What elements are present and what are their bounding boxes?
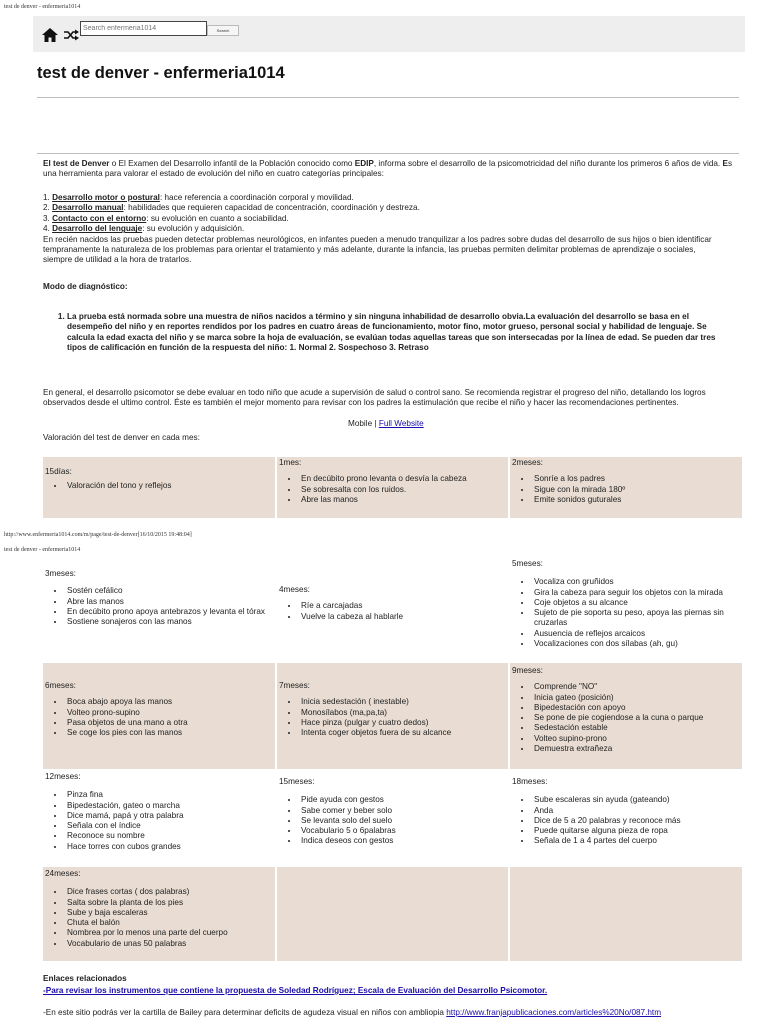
milestone-item: • Demuestra extrañeza (532, 744, 742, 754)
month-title: 15días: (45, 467, 72, 476)
category-desc: : hace referencia a coordinación corporal y movilidad. (159, 193, 354, 202)
shuffle-icon[interactable] (64, 29, 79, 41)
milestone-item: • Vuelve la cabeza al hablarle (299, 612, 508, 622)
link-separator: | (372, 419, 379, 428)
category-term[interactable]: Desarrollo del lenguaje (52, 224, 143, 234)
milestone-item: • Sigue con la mirada 180º (532, 485, 742, 495)
full-website-link[interactable]: Full Website (378, 419, 424, 428)
month-title: 1mes: (279, 458, 302, 467)
diag-item: 1. La prueba está normada sobre una muestra de niños nacidos a término y sin ninguna inhabilidad de desarrollo obvia.La evaluación del desarrollo se basa en el desempeño del niño y en reportes rendidos por los padres en cuatro áreas de funcionamiento, motor fino, motor grueso, personal social y habilidad de lenguaje. Se calcula la edad exacta del niño y se marca sobre la hoja de evaluación, se evalúan todas aquellas tareas que son intersecadas por la línea de edad. Se pueden dar tres tipos de calificación en función de la respuesta del niño: 1. Normal 2. Sospechoso 3. Retraso (67, 312, 735, 354)
category-item (43, 214, 733, 224)
milestone-item: • Sostén cefálico (65, 586, 275, 596)
milestone-item: • Sonríe a los padres (532, 474, 742, 484)
month-title: 5meses: (512, 559, 543, 568)
milestone-item: • Sube y baja escaleras (65, 908, 275, 918)
month-cell-15dias (43, 457, 275, 518)
milestone-item: • Señala con el índice (65, 821, 275, 831)
month-title: 9meses: (512, 666, 543, 675)
milestone-item: • Dice mamá, papá y otra palabra (65, 811, 275, 821)
month-cell-3meses (43, 568, 275, 660)
milestone-item: • Hace torres con cubos grandes (65, 842, 275, 852)
milestone-item: • Comprende "NO" (532, 682, 742, 692)
month-title: 7meses: (279, 681, 310, 690)
milestone-item: • Salta sobre la planta de los pies (65, 898, 275, 908)
milestone-item: • Sedestación estable (532, 723, 742, 733)
title-divider (37, 97, 739, 98)
month-cell-6meses (43, 663, 275, 769)
milestone-item: • En decúbito prono levanta o desvía la cabeza (299, 474, 508, 484)
valoracion-heading: Valoración del test de denver en cada mes: (43, 433, 200, 442)
related-heading: Enlaces relacionados (43, 974, 127, 983)
intro-paragraph-2: En recién nacidos las pruebas pueden detectar problemas neurológicos, en infantes pueden a menudo tranquilizar a los padres sobre dudas del desarrollo de sus hijos o bien identificar tempranamente la naturaleza de los problemas para orientar el tratamiento y más adelante, durante la infancia, las pruebas permiten delimitar problemas de aprendizaje o sociales, siempre de utilidad a la hora de tratarlos. (43, 234, 712, 265)
milestone-item: • Sujeto de pie soporta su peso, apoya las piernas sin cruzarlas (532, 608, 742, 629)
milestone-item: • Vocabulario de unas 50 palabras (65, 939, 275, 949)
intro-text: E (722, 159, 728, 168)
month-title: 3meses: (45, 569, 76, 578)
top-navigation-bar (33, 16, 745, 52)
category-term[interactable]: Contacto con el entorno (52, 213, 147, 223)
milestone-item: • Pinza fina (65, 790, 275, 800)
milestone-item: • Se levanta solo del suelo (299, 816, 508, 826)
category-desc: : su evolución en cuanto a sociabilidad. (146, 213, 289, 223)
milestone-item: • En decúbito prono apoya antebrazos y levanta el tórax (65, 607, 275, 617)
milestone-item: • Pasa objetos de una mano a otra (65, 718, 275, 728)
categories-list (43, 193, 733, 266)
item-number: 2. (43, 203, 53, 213)
milestone-item: • Se coge los pies con las manos (65, 728, 275, 738)
category-item (43, 193, 733, 203)
mobile-links (348, 419, 424, 429)
milestone-item: • Anda (532, 806, 742, 816)
milestone-item: • Valoración del tono y reflejos (65, 481, 275, 491)
intro-paragraph (43, 159, 733, 180)
content-divider (37, 153, 739, 154)
month-title: 18meses: (512, 777, 548, 786)
milestone-item: • Indica deseos con gestos (299, 836, 508, 846)
milestone-item: • Hace pinza (pulgar y cuatro dedos) (299, 718, 508, 728)
month-title: 4meses: (279, 585, 310, 594)
franjapublicaciones-link[interactable]: http://www.franjapublicaciones.com/articles%20No/087.htm (446, 1008, 662, 1017)
milestone-item: • Bipedestación con apoyo (532, 703, 742, 713)
milestone-item: • Puede quitarse alguna pieza de ropa (532, 826, 742, 836)
category-item (43, 224, 733, 234)
month-cell-15meses (277, 776, 508, 861)
milestone-item: • Boca abajo apoya las manos (65, 697, 275, 707)
month-cell-18meses (510, 776, 742, 861)
milestone-item: • Inicia gateo (posición) (532, 693, 742, 703)
month-cell-5meses (510, 559, 742, 660)
month-cell-24meses (43, 867, 275, 961)
milestone-item: • Coje objetos a su alcance (532, 598, 742, 608)
month-title: 12meses: (45, 772, 81, 781)
milestone-item: • Reconoce su nombre (65, 831, 275, 841)
milestone-item: • Nombrea por lo menos una parte del cuerpo (65, 928, 275, 938)
empty-cell (277, 867, 508, 961)
term-edip: EDIP (354, 159, 374, 168)
milestone-item: • Ríe a carcajadas (299, 601, 508, 611)
milestone-item: • Vocabulario 5 o 6palabras (299, 826, 508, 836)
month-cell-4meses (277, 584, 508, 644)
milestone-item: • Sostiene sonajeros con las manos (65, 617, 275, 627)
milestone-item: • Vocalizaciones con dos sílabas (ah, gu) (532, 639, 742, 649)
milestone-item: • Se pone de pie cogiendose a la cuna o parque (532, 713, 742, 723)
milestone-item: • Volteo prono-supino (65, 708, 275, 718)
milestone-item: • Pide ayuda con gestos (299, 795, 508, 805)
item-number: 1. (43, 193, 53, 202)
month-cell-12meses (43, 771, 275, 863)
item-number: 3. (43, 213, 53, 223)
mobile-label: Mobile (348, 419, 373, 428)
month-title: 2meses: (512, 458, 543, 467)
term-denver: El test de Denver (43, 159, 110, 168)
month-cell-1mes (277, 457, 508, 518)
milestone-item: • Ausuencia de reflejos arcaicos (532, 629, 742, 639)
category-term[interactable]: Desarrollo manual (52, 203, 124, 213)
milestone-item: • Volteo supino-prono (532, 734, 742, 744)
milestone-item: • Sabe comer y beber solo (299, 806, 508, 816)
empty-cell (510, 867, 742, 961)
related-paragraph-bailey (43, 1008, 743, 1018)
milestone-item: • Emite sonidos guturales (532, 495, 742, 505)
diag-list (43, 312, 735, 354)
category-term[interactable]: Desarrollo motor o postural (52, 193, 160, 202)
browser-title: test de denver - enfermeria1014 (4, 4, 81, 10)
month-title: 6meses: (45, 681, 76, 690)
home-icon[interactable] (42, 28, 58, 42)
milestone-item: • Dice de 5 a 20 palabras y reconoce más (532, 816, 742, 826)
milestone-item: • Chuta el balón (65, 918, 275, 928)
related-link-soledad (43, 986, 547, 996)
milestone-item: • Dice frases cortas ( dos palabras) (65, 887, 275, 897)
milestone-item: • Monosílabos (ma,pa,ta) (299, 708, 508, 718)
month-cell-9meses (510, 663, 742, 769)
page-footer-url: http://www.enfermeria1014.com/m/page/test-de-denver[16/10/2015 19:48:04] (4, 532, 192, 538)
general-paragraph: En general, el desarrollo psicomotor se debe evaluar en todo niño que acude a supervisión de salud o control sano. Se recomienda registrar el progreso del niño, detallando los logros observados desde el ultimo control. Éste es también el mejor momento para revisar con los padres la estimulación que recibe el niño y hacer las recomendaciones pertinentes. (43, 388, 706, 408)
milestone-item: • Abre las manos (299, 495, 508, 505)
milestone-item: • Bipedestación, gateo o marcha (65, 801, 275, 811)
milestone-item: • Señala de 1 a 4 partes del cuerpo (532, 836, 742, 846)
milestone-item: • Inicia sedestación ( inestable) (299, 697, 508, 707)
category-item (43, 203, 733, 213)
milestone-item: • Vocaliza con gruñidos (532, 577, 742, 587)
milestone-item: • Intenta coger objetos fuera de su alcance (299, 728, 508, 738)
intro-text: s una herramienta para valorar el estado de evolución del niño en cuatro categorías principales: (43, 159, 733, 179)
milestone-item: • Se sobresalta con los ruidos. (299, 485, 508, 495)
category-desc: : habilidades que requieren capacidad de concentración, coordinación y destreza. (123, 203, 420, 213)
category-desc: : su evolución y adquisición. (142, 224, 245, 234)
intro-text: o El Examen del Desarrollo infantil de la Población conocido como (109, 159, 355, 168)
page-title: test de denver - enfermeria1014 (37, 64, 285, 82)
search-input[interactable] (80, 21, 207, 36)
search-button[interactable]: Search (207, 25, 239, 36)
diag-heading: Modo de diagnóstico: (43, 282, 128, 291)
bailey-text: -En este sitio podrás ver la cartilla de Bailey para determinar deficits de agudeza visual en niños con ambliopia (43, 1008, 447, 1017)
milestone-item: • Gira la cabeza para seguir los objetos con la mirada (532, 588, 742, 598)
milestone-item: • Abre las manos (65, 597, 275, 607)
intro-text: , informa sobre el desarrollo de la psicomotricidad del niño durante los primeros 6 años de vida. (373, 159, 723, 168)
soledad-link[interactable]: -Para revisar los instrumentos que contiene la propuesta de Soledad Rodríguez; Escala de Evaluación del Desarrollo Psicomotor. (43, 986, 548, 995)
item-number: 4. (43, 224, 53, 234)
milestone-item: • Sube escaleras sin ayuda (gateando) (532, 795, 742, 805)
page-header-title: test de denver - enfermeria1014 (4, 547, 81, 553)
month-cell-7meses (277, 663, 508, 769)
month-cell-2meses (510, 457, 742, 518)
month-title: 15meses: (279, 777, 315, 786)
month-title: 24meses: (45, 869, 81, 878)
